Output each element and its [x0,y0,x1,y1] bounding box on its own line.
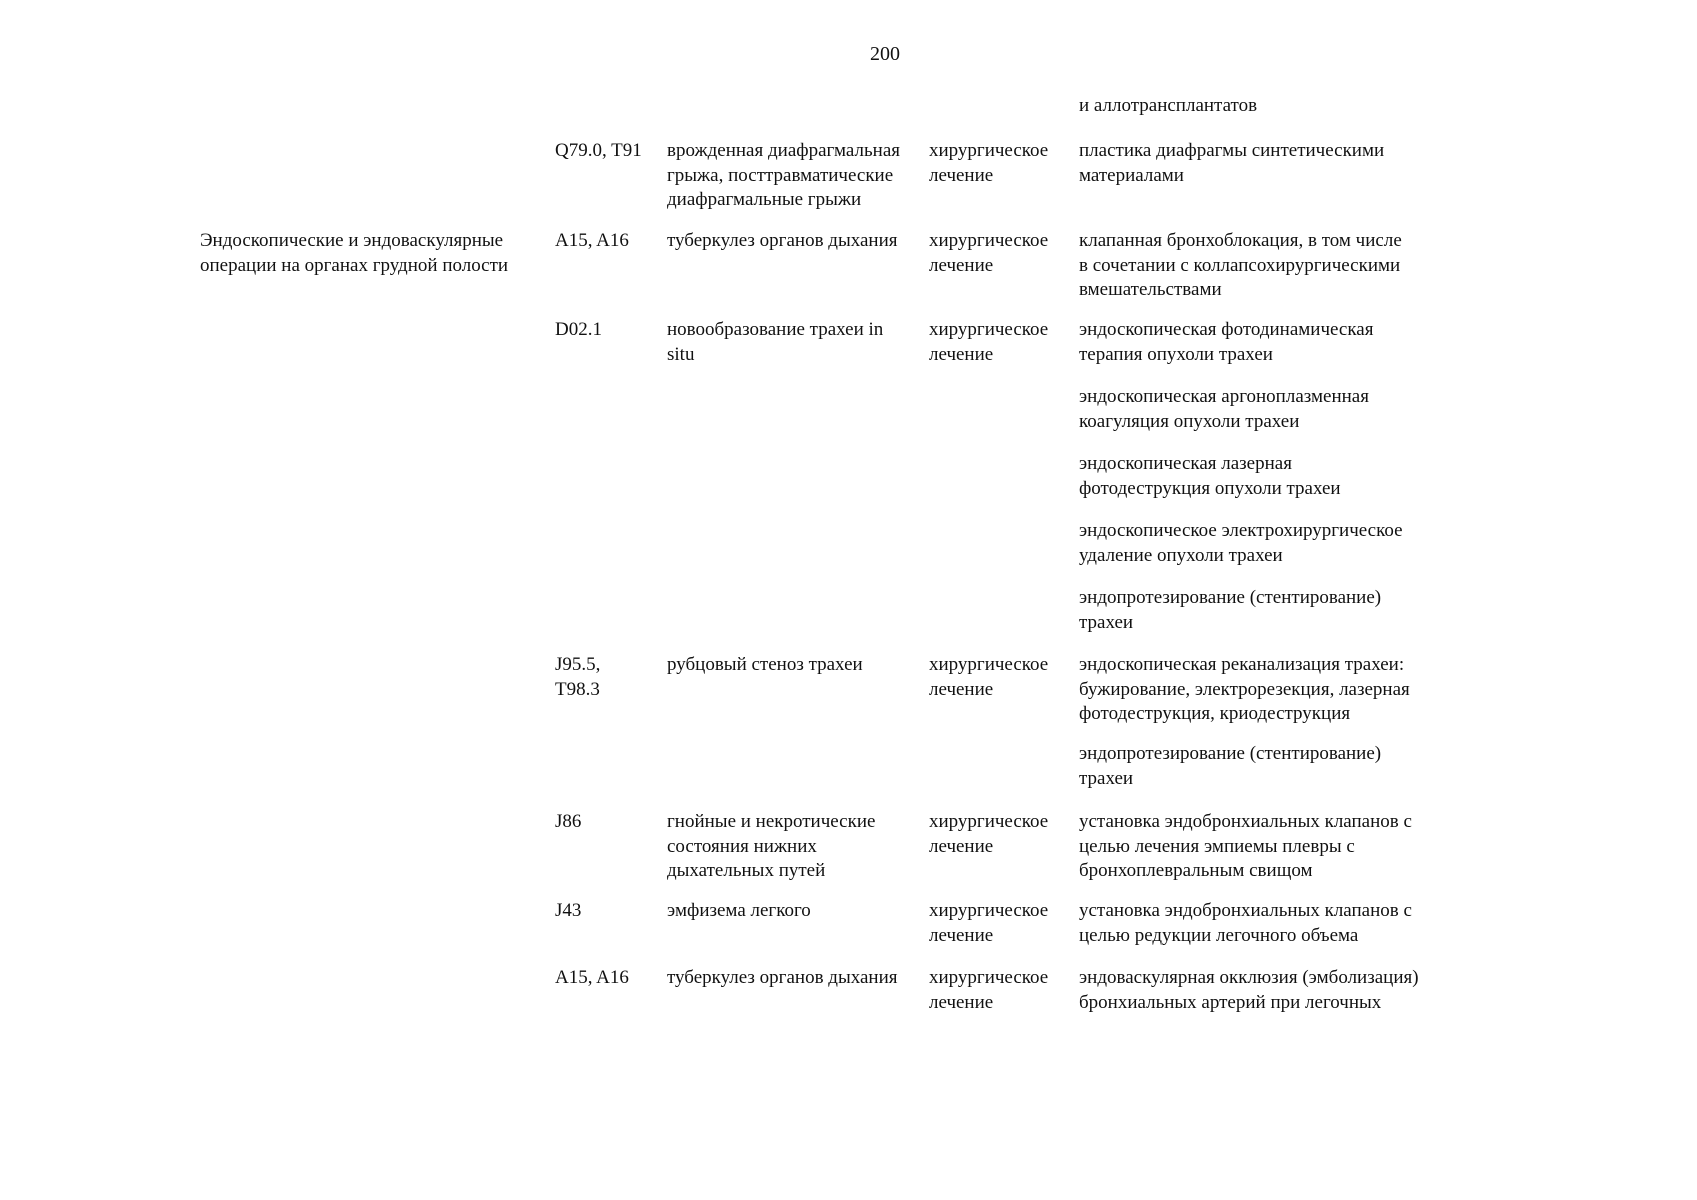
text-line: D02.1 [555,319,602,340]
text-line: туберкулез органов дыхания [667,230,898,251]
code-cell [555,899,660,924]
text-line: хирургическое [929,900,1049,921]
treatment-method-cell [1079,966,1464,1015]
treatment-method-cell [1079,94,1464,119]
treatment-method-cell [1079,139,1464,188]
text-line: терапия опухоли трахеи [1079,343,1273,365]
text-line: коагуляция опухоли трахеи [1079,410,1300,432]
treatment-kind-cell [929,139,1074,188]
code-cell [555,318,660,343]
text-line: лечение [929,678,994,700]
patient-model-cell [667,966,932,991]
text-line: туберкулез органов дыхания [667,967,898,988]
text-line: операции на органах грудной полости [200,254,509,276]
text-line: T98.3 [555,678,600,700]
page-number: 200 [870,43,900,65]
text-line: грыжа, посттравматические [667,164,894,186]
text-line: установка эндобронхиальных клапанов с [1079,900,1412,921]
text-line: лечение [929,835,994,857]
treatment-kind-cell [929,899,1074,948]
group-cell [200,229,545,278]
text-line: эндоскопическая лазерная [1079,453,1292,474]
text-line: Эндоскопические и эндоваскулярные [200,230,504,251]
text-line: хирургическое [929,967,1049,988]
patient-model-cell [667,229,932,254]
patient-model-cell [667,653,932,678]
text-line: эндоскопическая аргоноплазменная [1079,386,1369,407]
text-line: фотодеструкция, криодеструкция [1079,703,1351,724]
text-line: J43 [555,900,582,921]
code-cell [555,139,660,164]
text-line: бужирование, электрорезекция, лазерная [1079,678,1410,700]
text-line: A15, A16 [555,230,629,251]
text-line: трахеи [1079,767,1134,789]
text-line: эндоскопическое электрохирургическое [1079,520,1403,541]
text-line: удаление опухоли трахеи [1079,544,1283,566]
treatment-method-cell [1079,899,1464,948]
text-line: Q79.0, T91 [555,140,642,161]
text-line: лечение [929,343,994,365]
text-line: дыхательных путей [667,860,826,881]
text-line: хирургическое [929,319,1049,340]
text-line: хирургическое [929,140,1049,161]
text-line: целью лечения эмпиемы плевры с [1079,835,1355,857]
text-line: в сочетании с коллапсохирургическими [1079,254,1401,276]
text-line: и аллотрансплантатов [1079,95,1258,116]
text-line: целью редукции легочного объема [1079,924,1359,946]
text-line: эндопротезирование (стентирование) [1079,587,1382,608]
text-line: хирургическое [929,654,1049,675]
text-line: хирургическое [929,230,1049,251]
treatment-kind-cell [929,653,1074,702]
text-line: хирургическое [929,811,1049,832]
patient-model-cell [667,318,932,367]
text-line: эндоскопическая фотодинамическая [1079,319,1374,340]
text-line: лечение [929,164,994,186]
patient-model-cell [667,139,932,213]
text-line: A15, A16 [555,967,629,988]
text-line: фотодеструкция опухоли трахеи [1079,477,1341,499]
treatment-method-cell [1079,653,1464,727]
text-line: гнойные и некротические [667,811,876,832]
code-cell [555,966,660,991]
treatment-method-cell [1079,318,1464,367]
treatment-kind-cell [929,318,1074,367]
text-line: новообразование трахеи in [667,319,884,340]
text-line: состояния нижних [667,835,817,857]
text-line: situ [667,343,695,365]
code-cell [555,229,660,254]
patient-model-cell [667,899,932,924]
text-line: бронхиальных артерий при легочных [1079,991,1382,1013]
code-cell [555,653,660,702]
treatment-method-cell [1079,519,1464,568]
text-line: эндоскопическая реканализация трахеи: [1079,654,1405,675]
text-line: пластика диафрагмы синтетическими [1079,140,1385,161]
text-line: лечение [929,991,994,1013]
text-line: эмфизема легкого [667,900,811,921]
treatment-method-cell [1079,742,1464,791]
text-line: врожденная диафрагмальная [667,140,901,161]
text-line: установка эндобронхиальных клапанов с [1079,811,1412,832]
text-line: эндопротезирование (стентирование) [1079,743,1382,764]
text-line: J95.5, [555,654,601,675]
text-line: диафрагмальные грыжи [667,189,862,210]
treatment-method-cell [1079,385,1464,434]
text-line: бронхоплевральным свищом [1079,860,1313,881]
treatment-method-cell [1079,452,1464,501]
text-line: трахеи [1079,611,1134,633]
text-line: лечение [929,924,994,946]
text-line: рубцовый стеноз трахеи [667,654,863,675]
text-line: материалами [1079,164,1184,186]
treatment-method-cell [1079,810,1464,884]
treatment-kind-cell [929,966,1074,1015]
treatment-kind-cell [929,229,1074,278]
text-line: лечение [929,254,994,276]
text-line: J86 [555,811,582,832]
treatment-method-cell [1079,229,1464,303]
treatment-method-cell [1079,586,1464,635]
code-cell [555,810,660,835]
patient-model-cell [667,810,932,884]
text-line: вмешательствами [1079,279,1222,300]
treatment-kind-cell [929,810,1074,859]
text-line: эндоваскулярная окклюзия (эмболизация) [1079,967,1419,988]
text-line: клапанная бронхоблокация, в том числе [1079,230,1402,251]
